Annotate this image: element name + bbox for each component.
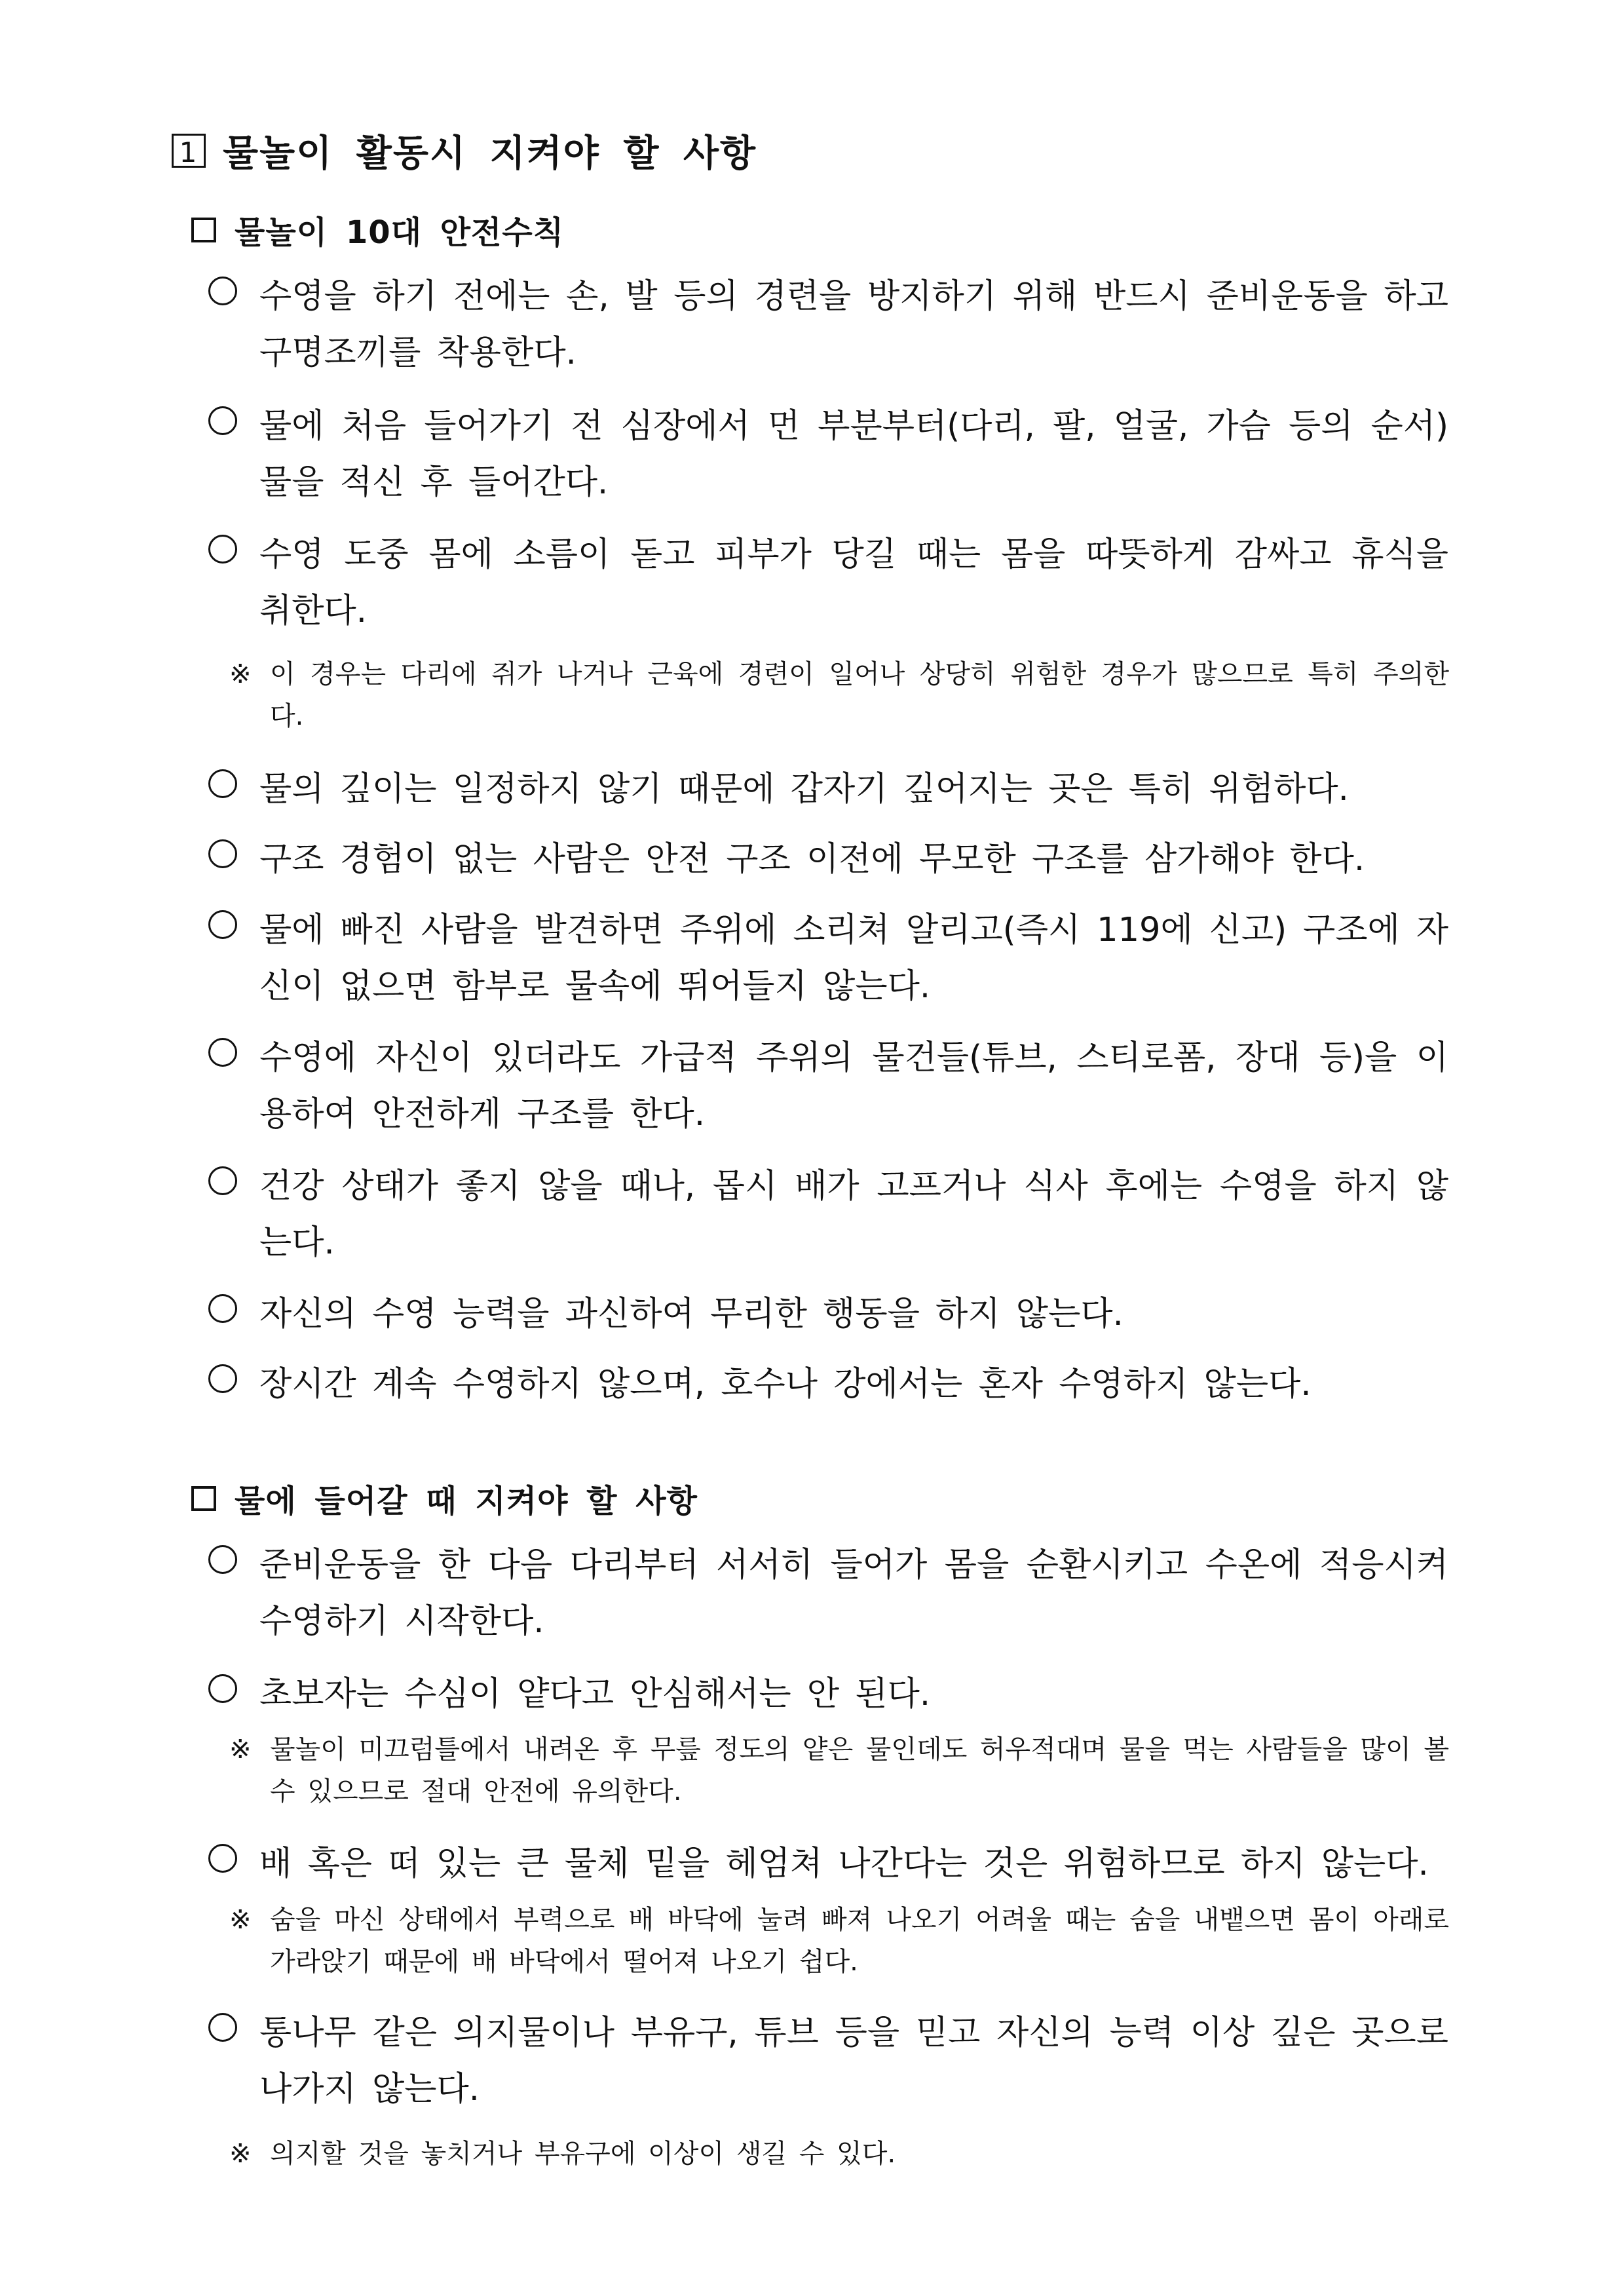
list-item-text: 통나무 같은 의지물이나 부유구, 튜브 등을 믿고 자신의 능력 이상 깊은 곳으로 나가지 않는다. (259, 2014, 1448, 2109)
list-item-text: 물의 깊이는 일정하지 않기 때문에 갑자기 깊어지는 곳은 특히 위험하다. (259, 770, 1349, 809)
circle-bullet-icon (208, 277, 237, 305)
reference-mark-icon: ※ (229, 1905, 252, 1935)
list-item-text: 준비운동을 한 다음 다리부터 서서히 들어가 몸을 순환시키고 수온에 적응시켜 수영하기 시작한다. (259, 1546, 1448, 1641)
circle-bullet-icon (208, 2013, 237, 2042)
list-item-text: 수영 도중 몸에 소름이 돋고 피부가 당길 때는 몸을 따뜻하게 감싸고 휴식을 취한다. (259, 535, 1448, 630)
note-text: 물놀이 미끄럼틀에서 내려온 후 무릎 정도의 얕은 물인데도 허우적대며 물을 먹는 사람들을 많이 볼 수 있으므로 절대 안전에 유의한다. (270, 1734, 1449, 1807)
section-heading (191, 207, 564, 252)
list-item-text: 물에 빠진 사람을 발견하면 주위에 소리쳐 알리고(즉시 119에 신고) 구조에 자신이 없으면 함부로 물속에 뛰어들지 않는다. (259, 911, 1448, 1006)
list-item-text: 수영을 하기 전에는 손, 발 등의 경련을 방지하기 위해 반드시 준비운동을 하고 구명조끼를 착용한다. (259, 277, 1448, 372)
square-bullet-icon (191, 1486, 216, 1511)
list-item-text: 장시간 계속 수영하지 않으며, 호수나 강에서는 혼자 수영하지 않는다. (259, 1365, 1312, 1404)
list-item-text: 수영에 자신이 있더라도 가급적 주위의 물건들(튜브, 스티로폼, 장대 등)을 이용하여 안전하게 구조를 한다. (259, 1039, 1448, 1134)
list-item-text: 구조 경험이 없는 사람은 안전 구조 이전에 무모한 구조를 삼가해야 한다. (259, 840, 1365, 879)
circle-bullet-icon (208, 406, 237, 435)
note-text: 의지할 것을 놓치거나 부유구에 이상이 생길 수 있다. (270, 2139, 896, 2169)
circle-bullet-icon (208, 1674, 237, 1703)
list-item-text: 건강 상태가 좋지 않을 때나, 몹시 배가 고프거나 식사 후에는 수영을 하지 않는다. (259, 1167, 1448, 1262)
reference-mark-icon: ※ (229, 1734, 252, 1765)
list-item-text: 초보자는 수심이 얕다고 안심해서는 안 된다. (259, 1675, 931, 1713)
note-text: 숨을 마신 상태에서 부력으로 배 바닥에 눌려 빠져 나오기 어려울 때는 숨을 내뱉으면 몸이 아래로 가라앉기 때문에 배 바닥에서 떨어져 나오기 쉽다. (270, 1905, 1449, 1977)
circle-bullet-icon (208, 1294, 237, 1323)
circle-bullet-icon (208, 1166, 237, 1195)
section-heading-text: 물놀이 10대 안전수칙 (235, 214, 565, 251)
circle-bullet-icon (208, 1545, 237, 1574)
reference-mark-icon: ※ (229, 2139, 252, 2169)
section-heading-text: 물에 들어갈 때 지켜야 할 사항 (235, 1483, 698, 1520)
circle-bullet-icon (208, 769, 237, 798)
reference-mark-icon: ※ (229, 659, 252, 689)
circle-bullet-icon (208, 1364, 237, 1393)
note-text: 이 경우는 다리에 쥐가 나거나 근육에 경련이 일어나 상당히 위험한 경우가 많으므로 특히 주의한다. (270, 659, 1449, 731)
section-heading (191, 1476, 698, 1521)
circle-bullet-icon (208, 1038, 237, 1067)
list-item-text: 배 혹은 떠 있는 큰 물체 밑을 헤엄쳐 나간다는 것은 위험하므로 하지 않는다. (259, 1845, 1429, 1883)
list-item-text: 자신의 수영 능력을 과신하여 무리한 행동을 하지 않는다. (259, 1295, 1124, 1333)
square-bullet-icon (191, 218, 216, 242)
circle-bullet-icon (208, 1844, 237, 1873)
list-item-text: 물에 처음 들어가기 전 심장에서 먼 부분부터(다리, 팔, 얼굴, 가슴 등의 순서) 물을 적신 후 들어간다. (259, 407, 1448, 502)
page-title (172, 124, 757, 177)
circle-bullet-icon (208, 910, 237, 939)
circle-bullet-icon (208, 535, 237, 564)
circle-bullet-icon (208, 839, 237, 868)
title-text: 물놀이 활동시 지켜야 할 사항 (223, 132, 757, 175)
title-number-box: 1 (172, 134, 206, 168)
